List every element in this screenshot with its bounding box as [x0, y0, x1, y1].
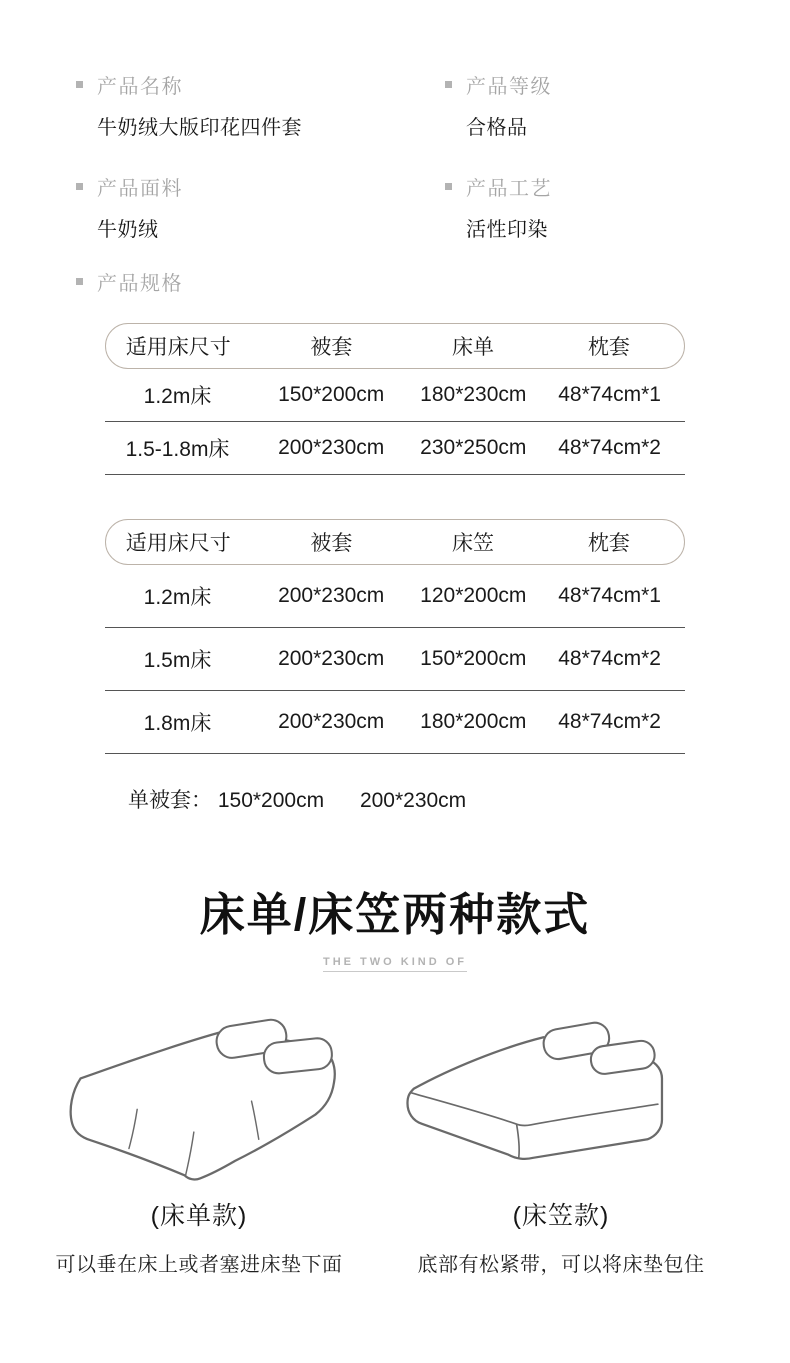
note-size: 150*200cm — [217, 789, 325, 812]
table-cell: 48*74cm*2 — [558, 436, 661, 459]
single-duvet-note — [128, 784, 790, 814]
table-header-row — [105, 519, 685, 565]
fitted-sheet-bed-illustration — [391, 998, 731, 1194]
spec-tables — [105, 323, 685, 754]
attribute-label-text: 产品规格 — [97, 273, 183, 295]
attribute-product-spec — [0, 242, 790, 296]
table-cell: 200*230cm — [278, 647, 385, 670]
table-cell: 48*74cm*2 — [558, 647, 661, 670]
table-cell: 200*230cm — [278, 710, 385, 733]
attribute-label-text: 产品工艺 — [466, 178, 552, 200]
table-cell: 200*230cm — [278, 584, 385, 607]
column-header: 床笠 — [452, 532, 495, 555]
flat-sheet-style-column — [25, 998, 373, 1277]
bed-style-comparison — [0, 998, 790, 1277]
attribute-value: 牛奶绒大版印花四件套 — [97, 117, 302, 139]
attribute-label-text: 产品面料 — [97, 178, 183, 200]
flat-sheet-size-table — [105, 323, 685, 475]
table-cell: 150*200cm — [278, 383, 385, 406]
table-cell: 180*200cm — [420, 710, 527, 733]
style-caption: (床单款) — [150, 1202, 248, 1230]
attribute-product-grade — [445, 70, 790, 140]
style-description: 底部有松紧带，可以将床垫包住 — [417, 1254, 705, 1276]
table-cell: 200*230cm — [278, 436, 385, 459]
square-bullet-icon — [445, 183, 452, 190]
square-bullet-icon — [76, 278, 83, 285]
column-header: 被套 — [310, 532, 353, 555]
table-row — [105, 565, 685, 628]
section-subtitle: THE TWO KIND OF — [323, 956, 467, 972]
note-label: 单被套： — [128, 789, 212, 812]
note-size: 200*230cm — [359, 789, 467, 812]
attribute-label-text: 产品名称 — [97, 76, 183, 98]
product-attributes — [0, 0, 790, 242]
table-cell: 120*200cm — [420, 584, 527, 607]
style-caption: (床笠款) — [512, 1202, 610, 1230]
table-row — [105, 369, 685, 422]
fitted-sheet-style-column — [387, 998, 735, 1277]
section-title: 床单/床笠两种款式 — [199, 889, 591, 940]
table-cell: 1.2m床 — [143, 586, 212, 609]
attribute-label — [76, 267, 790, 296]
fitted-sheet-size-table — [105, 519, 685, 754]
table-row — [105, 691, 685, 754]
square-bullet-icon — [76, 183, 83, 190]
column-header: 适用床尺寸 — [125, 336, 231, 359]
table-cell: 1.8m床 — [143, 712, 212, 735]
attribute-product-fabric — [76, 172, 445, 242]
table-cell: 1.2m床 — [143, 385, 212, 408]
table-row — [105, 628, 685, 691]
style-description: 可以垂在床上或者塞进床垫下面 — [55, 1254, 343, 1276]
attribute-value: 牛奶绒 — [97, 219, 159, 241]
attribute-label — [76, 172, 445, 201]
attribute-value: 活性印染 — [466, 219, 548, 241]
table-cell: 48*74cm*2 — [558, 710, 661, 733]
column-header: 被套 — [310, 336, 353, 359]
table-header-row — [105, 323, 685, 369]
column-header: 枕套 — [587, 532, 630, 555]
attribute-label — [76, 70, 445, 99]
attribute-label-text: 产品等级 — [466, 76, 552, 98]
attribute-product-name — [76, 70, 445, 140]
table-cell: 1.5m床 — [143, 649, 212, 672]
table-cell: 48*74cm*1 — [558, 584, 661, 607]
table-cell: 150*200cm — [420, 647, 527, 670]
column-header: 枕套 — [587, 336, 630, 359]
flat-sheet-bed-illustration — [29, 998, 369, 1194]
pillow-icon — [262, 1037, 333, 1075]
square-bullet-icon — [76, 81, 83, 88]
column-header: 床单 — [452, 336, 495, 359]
attribute-label — [445, 70, 790, 99]
table-cell: 180*230cm — [420, 383, 527, 406]
two-styles-section — [0, 878, 790, 1277]
table-cell: 1.5-1.8m床 — [125, 438, 230, 461]
attribute-value: 合格品 — [466, 117, 528, 139]
square-bullet-icon — [445, 81, 452, 88]
attribute-product-craft — [445, 172, 790, 242]
table-row — [105, 422, 685, 475]
table-cell: 230*250cm — [420, 436, 527, 459]
attribute-label — [445, 172, 790, 201]
table-cell: 48*74cm*1 — [558, 383, 661, 406]
column-header: 适用床尺寸 — [125, 532, 231, 555]
